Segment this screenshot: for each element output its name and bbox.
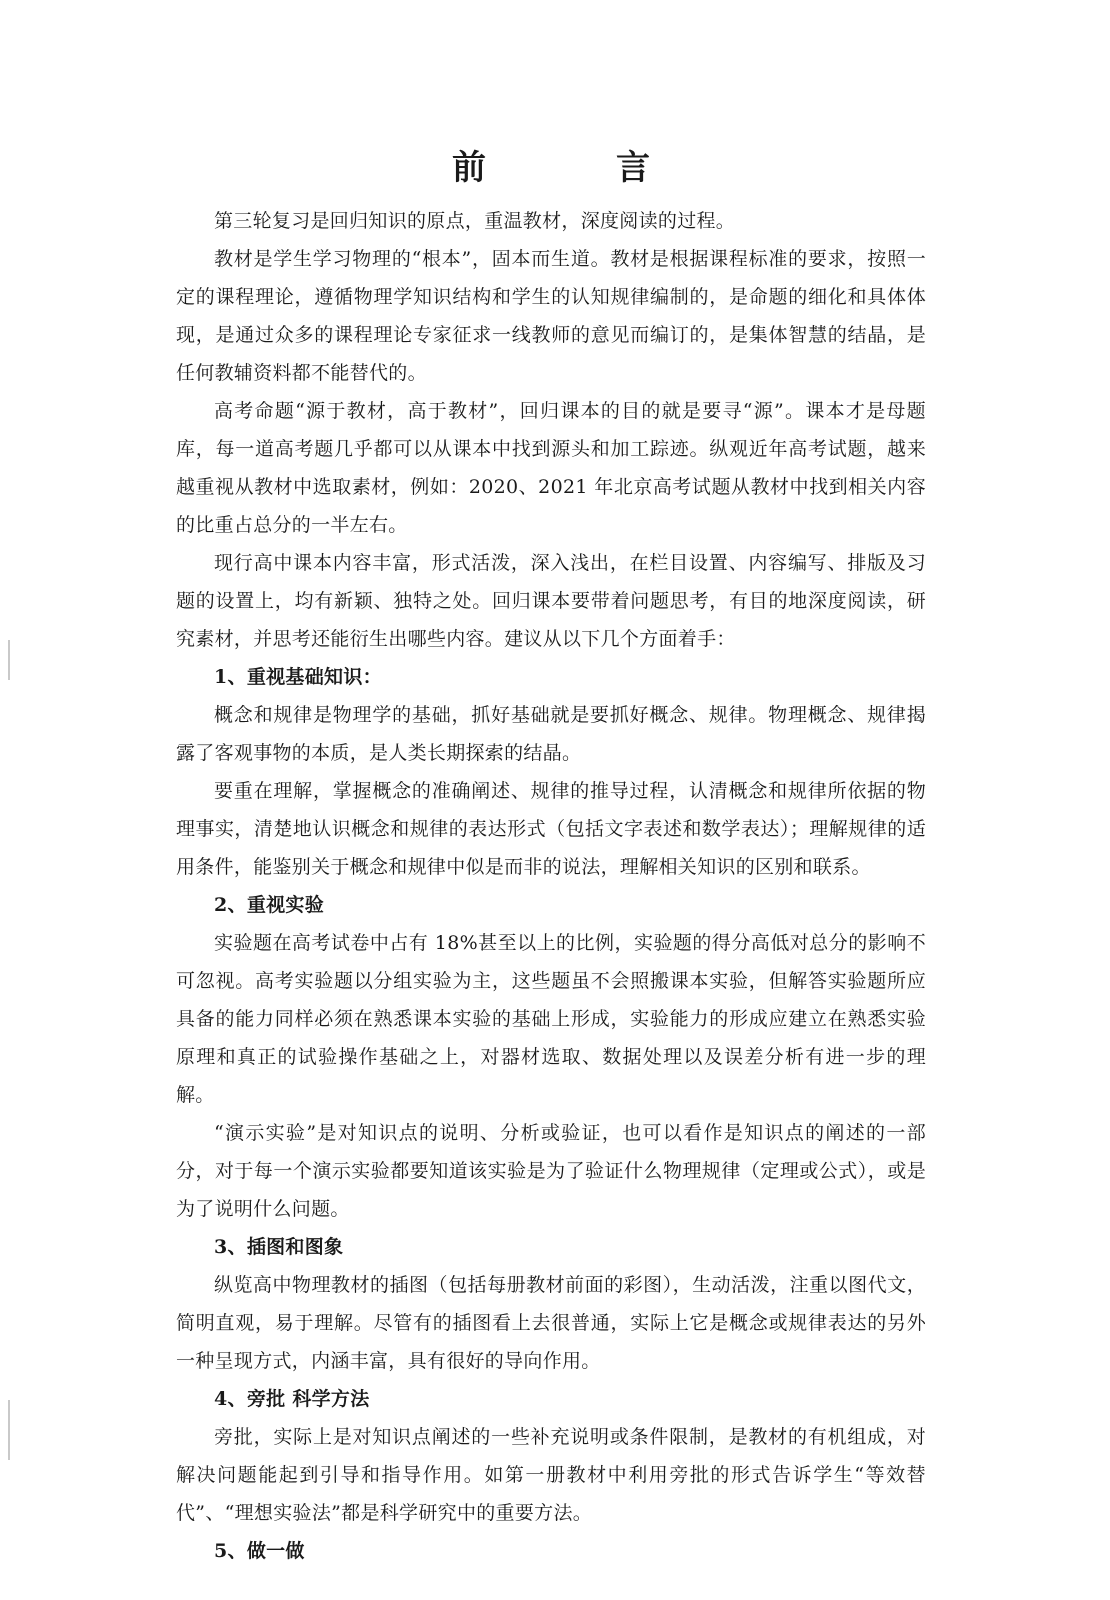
body-paragraph: 高考命题“源于教材，高于教材”，回归课本的目的就是要寻“源”。课本才是母题库，每一道高考题几乎都可以从课本中找到源头和加工踪迹。纵观近年高考试题，越来越重视从教材中选取素材，例如：2020、2021 年北京高考试题从教材中找到相关内容的比重占总分的一半左右。	[176, 400, 926, 536]
body-paragraph: 现行高中课本内容丰富，形式活泼，深入浅出，在栏目设置、内容编写、排版及习题的设置上，均有新颖、独特之处。回归课本要带着问题思考，有目的地深度阅读，研究素材，并思考还能衍生出哪些内容。建议从以下几个方面着手：	[176, 552, 926, 650]
body-paragraph: 第三轮复习是回归知识的原点，重温教材，深度阅读的过程。	[214, 210, 736, 232]
body-paragraph: 教材是学生学习物理的“根本”，固本而生道。教材是根据课程标准的要求，按照一定的课程理论，遵循物理学知识结构和学生的认知规律编制的，是命题的细化和具体体现，是通过众多的课程理论专家征求一线教师的意见而编订的，是集体智慧的结晶，是任何教辅资料都不能替代的。	[176, 248, 926, 384]
scan-edge-mark	[8, 640, 10, 680]
section-heading: 4、旁批 科学方法	[214, 1388, 370, 1410]
document-page	[176, 146, 926, 1570]
section-heading: 3、插图和图象	[214, 1236, 344, 1258]
body-paragraph: 概念和规律是物理学的基础，抓好基础就是要抓好概念、规律。物理概念、规律揭露了客观事物的本质，是人类长期探索的结晶。	[176, 704, 926, 764]
section-heading: 5、做一做	[214, 1540, 305, 1562]
body-paragraph: 实验题在高考试卷中占有 18%甚至以上的比例，实验题的得分高低对总分的影响不可忽视。高考实验题以分组实验为主，这些题虽不会照搬课本实验，但解答实验题所应具备的能力同样必须在熟悉课本实验的基础上形成，实验能力的形成应建立在熟悉实验原理和真正的试验操作基础之上，对器材选取、数据处理以及误差分析有进一步的理解。	[176, 932, 926, 1106]
scan-edge-mark	[8, 1400, 10, 1460]
document-body	[176, 202, 926, 1570]
section-heading: 2、重视实验	[214, 894, 325, 916]
body-paragraph: 纵览高中物理教材的插图（包括每册教材前面的彩图），生动活泼，注重以图代文，简明直观，易于理解。尽管有的插图看上去很普通，实际上它是概念或规律表达的另外一种呈现方式，内涵丰富，具有很好的导向作用。	[176, 1274, 926, 1372]
body-paragraph: 旁批，实际上是对知识点阐述的一些补充说明或条件限制，是教材的有机组成，对解决问题能起到引导和指导作用。如第一册教材中利用旁批的形式告诉学生“等效替代”、“理想实验法”都是科学研究中的重要方法。	[176, 1426, 926, 1524]
body-paragraph: “演示实验”是对知识点的说明、分析或验证，也可以看作是知识点的阐述的一部分，对于每一个演示实验都要知道该实验是为了验证什么物理规律（定理或公式），或是为了说明什么问题。	[176, 1122, 926, 1220]
body-paragraph: 要重在理解，掌握概念的准确阐述、规律的推导过程，认清概念和规律所依据的物理事实，清楚地认识概念和规律的表达形式（包括文字表述和数学表达）；理解规律的适用条件，能鉴别关于概念和规律中似是而非的说法，理解相关知识的区别和联系。	[176, 780, 926, 878]
section-heading: 1、重视基础知识：	[214, 666, 382, 688]
page-title: 前 言	[452, 148, 698, 188]
